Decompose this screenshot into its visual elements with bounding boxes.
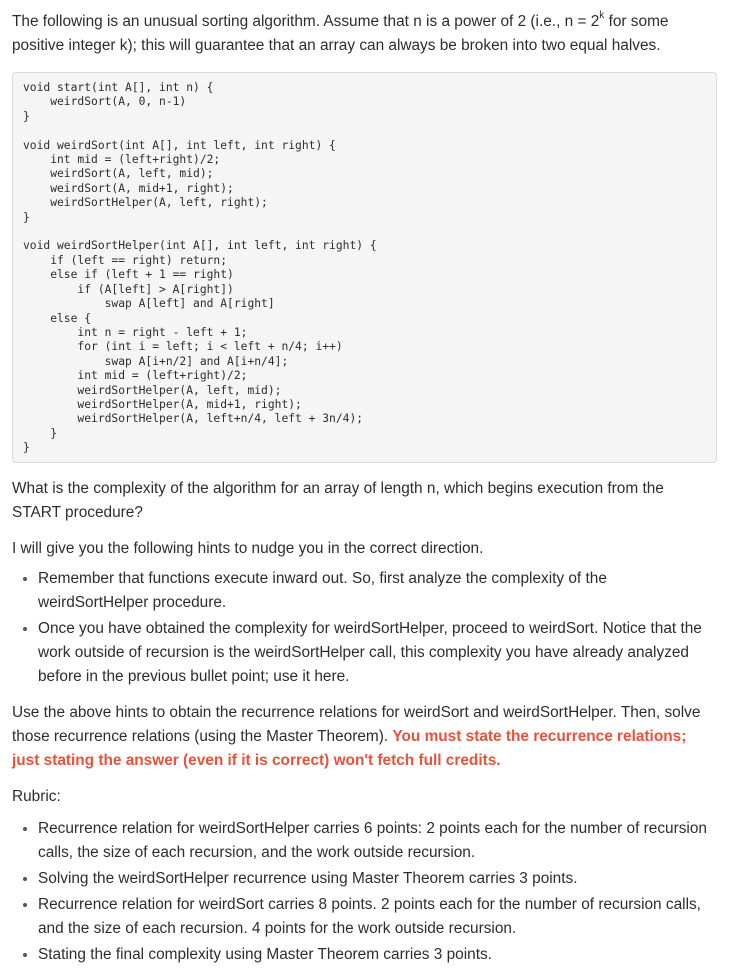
question-paragraph: What is the complexity of the algorithm for an array of length n, which begins execution from the START procedure? xyxy=(12,479,664,521)
rubric-item: • Stating the final complexity using Master Theorem carries 3 points. xyxy=(38,943,715,967)
rubric-title: Rubric: xyxy=(12,787,61,805)
instructions-paragraph xyxy=(12,701,715,773)
intro-text-after: for some positive integer k); this will guarantee that an array can always be broken into two equal halves. xyxy=(12,13,669,54)
rubric-item: • Recurrence relation for weirdSortHelper carries 6 points: 2 points each for the number of recursion calls, the size of each recursion, and the work outside recursion. xyxy=(38,817,715,865)
rubric-item: • Solving the weirdSortHelper recurrence using Master Theorem carries 3 points. xyxy=(38,867,715,891)
hints-intro: I will give you the following hints to nudge you in the correct direction. xyxy=(12,539,484,557)
intro-superscript: k xyxy=(599,9,605,21)
hint-item: • Remember that functions execute inward out. So, first analyze the complexity of the weirdSortHelper procedure. xyxy=(38,567,715,615)
instructions-warning: You must state the recurrence relations; just stating the answer (even if it is correct) won't fetch full credits. xyxy=(12,727,687,769)
instructions-text: Use the above hints to obtain the recurrence relations for weirdSort and weirdSortHelper. Then, solve those recurrence relations (using the Master Theorem). xyxy=(12,703,701,745)
intro-text-before: The following is an unusual sorting algorithm. Assume that n is a power of 2 (i.e., n = 2 xyxy=(12,13,600,30)
rubric-item: • Recurrence relation for weirdSort carries 8 points. 2 points each for the number of recursion calls, and the size of each recursion. 4 points for the work outside recursion. xyxy=(38,893,715,941)
rubric-list xyxy=(12,817,715,967)
hints-list xyxy=(12,567,715,689)
code-block xyxy=(12,72,717,463)
intro-paragraph xyxy=(12,10,715,58)
hint-item: • Once you have obtained the complexity for weirdSortHelper, proceed to weirdSort. Notice that the work outside of recursion is the weirdSortHelper call, this complexity you have already analyzed before in the previous bullet point; use it here. xyxy=(38,617,715,689)
code-listing: void start(int A[], int n) { weirdSort(A, 0, n-1) } void weirdSort(int A[], int left, int right) { int mid = (left+right)/2; weirdSort(A, left, mid); weirdSort(A, mid+1, right); weirdSortHelper(A, left, right); } void weirdSortHelper(int A[], int left, int right) { if (left == right) return; else if (left + 1 == right) if (A[left] > A[right]) swap A[left] and A[right] else { int n = right - left + 1; for (int i = left; i < left + n/4; i++) swap A[i+n/2] and A[i+n/4]; int mid = (left+right)/2; weirdSortHelper(A, left, mid); weirdSortHelper(A, mid+1, right); weirdSortHelper(A, left+n/4, left + 3n/4); } } xyxy=(23,81,377,455)
